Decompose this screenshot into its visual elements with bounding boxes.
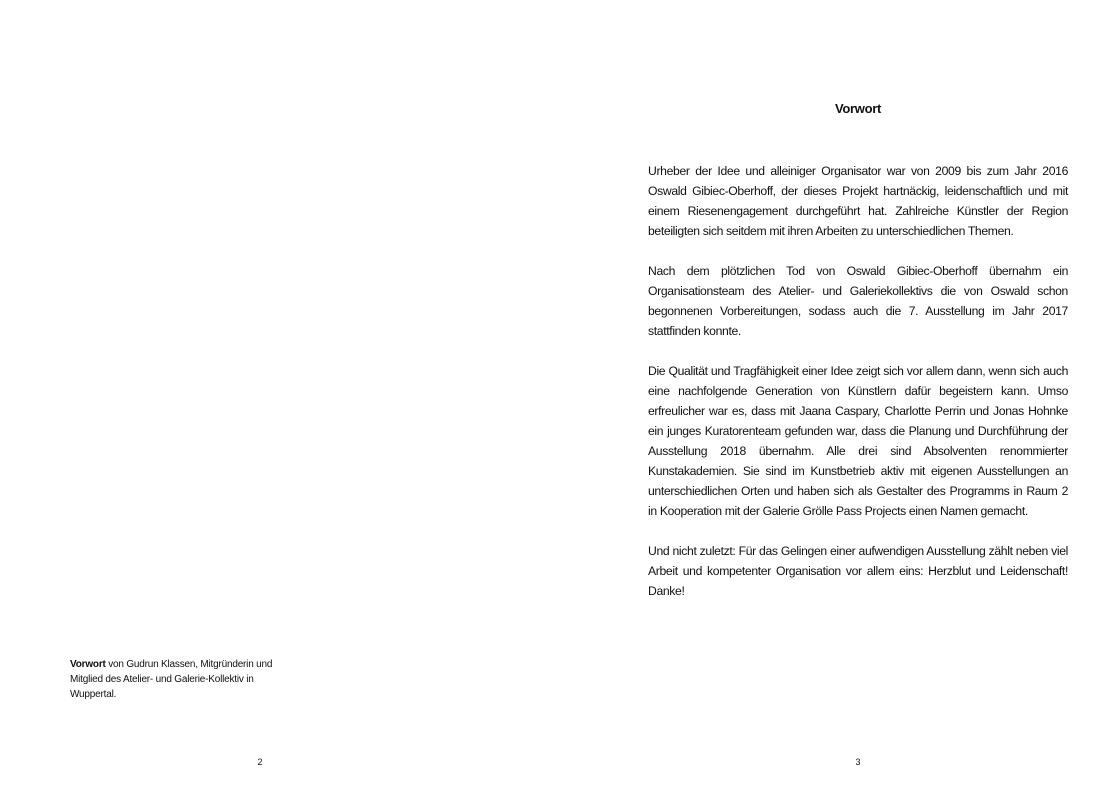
author-credit [70,657,290,702]
left-page [0,0,559,794]
page-heading: Vorwort [834,101,882,116]
right-page [559,0,1119,794]
page-number-left: 2 [257,757,263,767]
page-number-right: 3 [855,757,861,767]
paragraph-3: Die Qualität und Tragfähigkeit einer Idee zeigt sich vor allem dann, wenn sich auch eine nachfolgende Generation von Künstlern dafür begeistern kann. Umso erfreulicher war es, dass mit Jaana Caspary, Charlotte Perrin und Jonas Hohnke ein junges Kuratorenteam gefunden war, dass die Planung und Durchführung der Ausstellung 2018 übernahm. Alle drei sind Absolventen renommierter Kunstakademien. Sie sind im Kunstbetrieb aktiv mit eigenen Ausstellungen an unterschiedlichen Orten und haben sich als Gestalter des Programms in Raum 2 in Kooperation mit der Galerie Grölle Pass Projects einen Namen gemacht. [648,364,1068,518]
paragraph-1: Urheber der Idee und alleiniger Organisator war von 2009 bis zum Jahr 2016 Oswald Gibiec-Oberhoff, der dieses Projekt hartnäckig, leidenschaftlich und mit einem Riesenengagement durchgeführt hat. Zahlreiche Künstler der Region beteiligten sich seitdem mit ihren Arbeiten zu unterschiedlichen Themen. [648,164,1068,238]
credit-title: Vorwort [70,659,106,670]
foreword-body [648,161,1068,621]
credit-text: von Gudrun Klassen, Mitgründerin und Mitglied des Atelier- und Galerie-Kollektiv in Wuppertal. [70,659,273,700]
paragraph-2: Nach dem plötzlichen Tod von Oswald Gibiec-Oberhoff übernahm ein Organisationsteam des Atelier- und Galeriekollektivs die von Oswald schon begonnenen Vorbereitungen, sodass auch die 7. Ausstellung im Jahr 2017 stattfinden konnte. [648,264,1068,338]
paragraph-4: Und nicht zuletzt: Für das Gelingen einer aufwendigen Ausstellung zählt neben viel Arbeit und kompetenter Organisation vor allem eins: Herzblut und Leidenschaft! Danke! [648,544,1068,598]
